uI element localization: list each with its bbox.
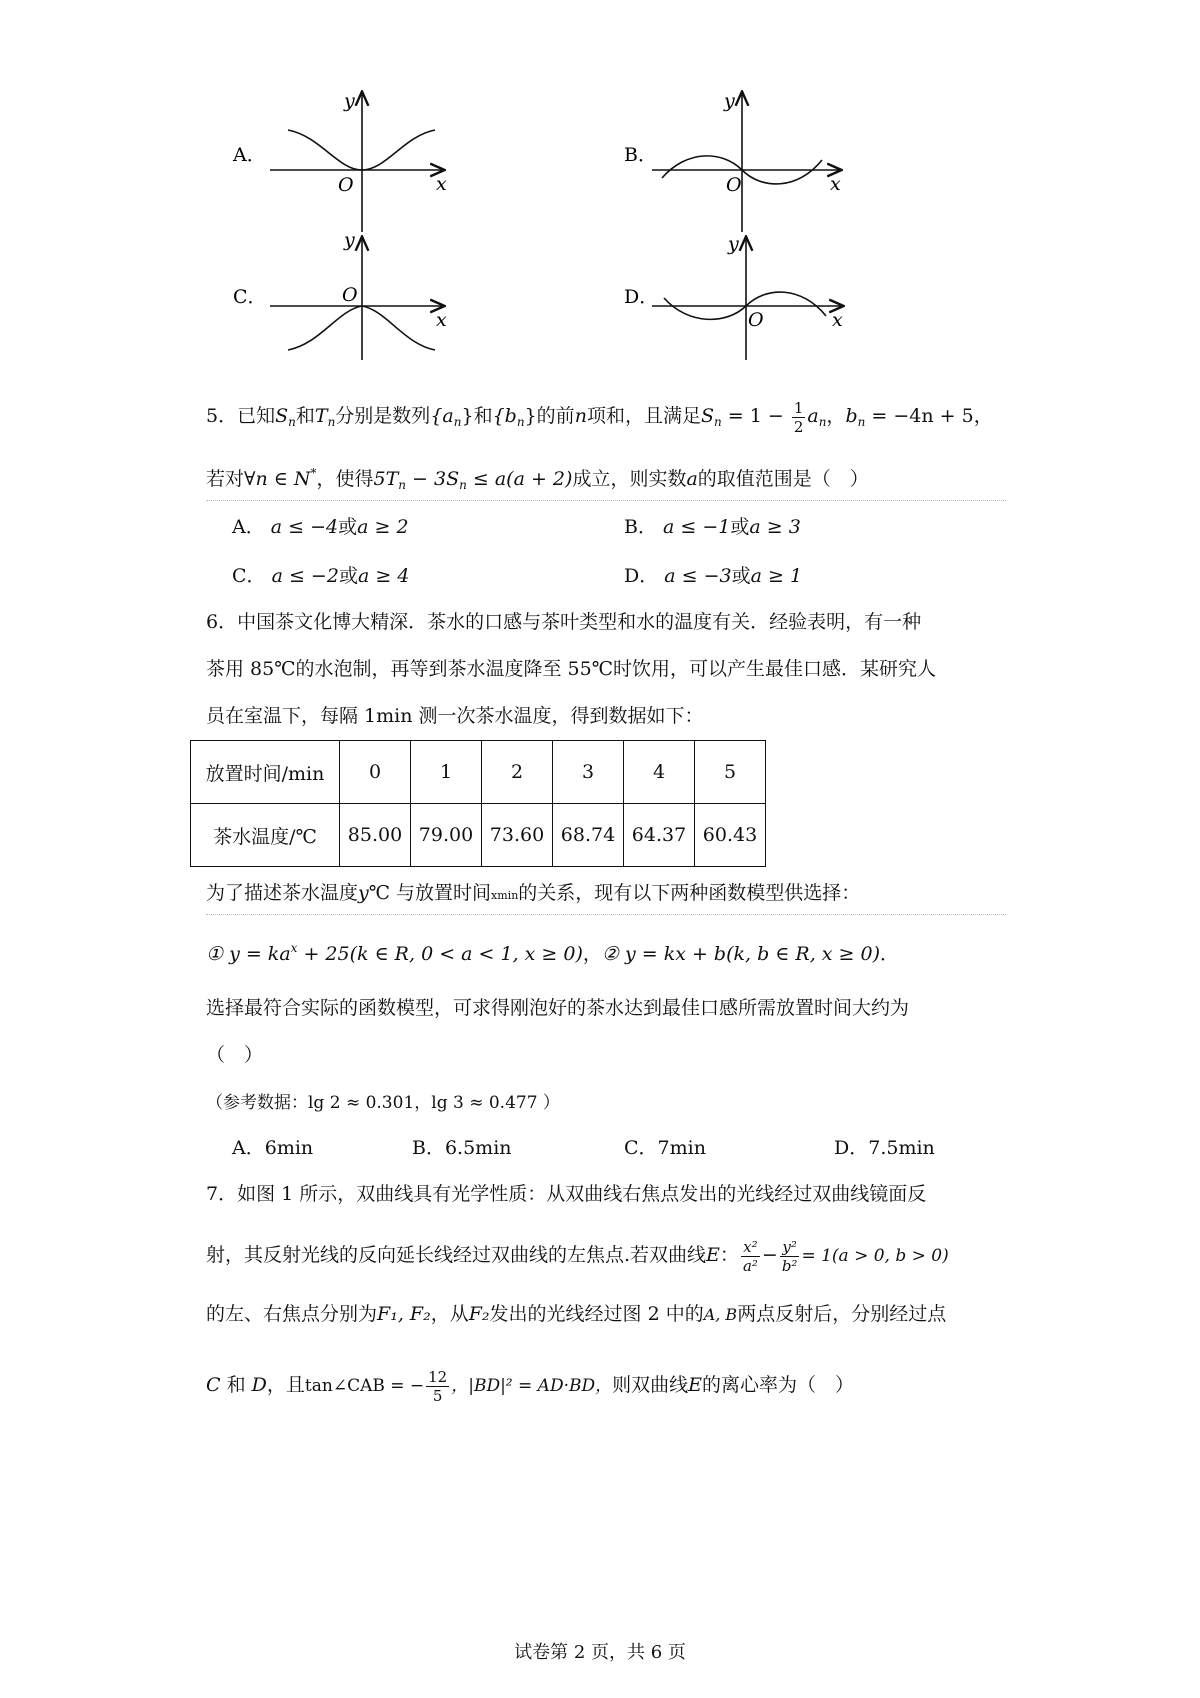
origin-label: O: [342, 284, 358, 306]
option-text: a ≤ −2: [271, 565, 339, 587]
table-cell: 60.43: [695, 804, 766, 867]
text: 的取值范围是（ ）: [697, 468, 869, 490]
ineq-mid: − 3S: [406, 468, 460, 490]
frac-den: 5: [432, 1386, 443, 1405]
d-var: D: [251, 1374, 267, 1396]
q6-line2: 茶用 85℃的水泡制，再等到茶水温度降至 55℃时饮用，可以产生最佳口感．某研究人: [206, 658, 936, 680]
eq1-lhs: S: [700, 405, 714, 427]
q7-line4: [206, 1362, 854, 1409]
q6-line1: 6．中国茶文化博大精深．茶水的口感与茶叶类型和水的温度有关．经验表明，有一种: [206, 611, 922, 633]
row-header: 茶水温度/℃: [191, 804, 340, 867]
frac-den: b²: [781, 1256, 798, 1275]
graph-d: [624, 233, 843, 360]
option-text: 7.5min: [868, 1137, 935, 1159]
q5-option-c[interactable]: [232, 563, 409, 589]
option-label: D．: [624, 565, 659, 587]
text: 成立，则实数: [572, 468, 687, 490]
option-label: B．: [412, 1137, 445, 1159]
set-close2: }: [524, 405, 537, 427]
y-axis-label: y: [724, 90, 735, 112]
option-label: A．: [232, 1137, 265, 1159]
text: 为了描述茶水温度: [206, 882, 359, 904]
text: 的离心率为（ ）: [702, 1374, 855, 1396]
q7-line2: [206, 1232, 949, 1279]
frac-den: 2: [793, 417, 804, 436]
y-axis-label: y: [344, 90, 355, 112]
option-text: a ≤ −3: [664, 565, 732, 587]
model-2: ② y = kx + b(k, b ∈ R, x ≥ 0): [601, 943, 880, 965]
text: 的前: [536, 405, 575, 427]
option-text2: a ≥ 2: [357, 516, 409, 538]
divider: [206, 500, 1006, 501]
eq-rest: = 1(a > 0, b > 0): [801, 1246, 949, 1266]
q5-line2: [206, 460, 869, 498]
table-cell: 79.00: [411, 804, 482, 867]
q6-choose-line: 选择最符合实际的函数模型，可求得刚泡好的茶水达到最佳口感所需放置时间大约为: [206, 997, 910, 1019]
fraction-tan: [426, 1368, 449, 1405]
ineq: 5T: [373, 468, 399, 490]
table-row: [191, 804, 766, 867]
fraction-x: [741, 1238, 760, 1275]
model-1-rest: + 25(k ∈ R, 0 < a < 1, x ≥ 0): [297, 943, 583, 965]
option-text: 6.5min: [444, 1137, 512, 1159]
graph-c: [233, 229, 447, 360]
text: 两点反射后，分别经过点: [737, 1303, 947, 1325]
condition: ，|BD|² = AD·BD，: [451, 1376, 613, 1396]
graph-options: [0, 0, 1200, 380]
option-label: B．: [624, 516, 657, 538]
bn-sub: n: [516, 415, 525, 429]
ineq-end: ≤ a(a + 2): [466, 468, 573, 490]
frac-num: y²: [780, 1238, 800, 1257]
x-axis-label: x: [436, 173, 447, 195]
or: 或: [731, 565, 751, 587]
x-axis-label: x: [436, 309, 447, 331]
text: ，从: [430, 1303, 469, 1325]
text: 若对: [206, 468, 245, 490]
table-cell: 3: [553, 741, 624, 804]
f2: F₂: [468, 1303, 490, 1325]
n-var: n: [574, 405, 587, 427]
period: ．: [880, 943, 900, 965]
bn-set: {b: [492, 405, 517, 427]
text: ℃ 与放置时间: [368, 882, 492, 904]
graph-c-label: C．: [233, 286, 267, 308]
minus: −: [761, 1244, 778, 1266]
x-axis-label: x: [832, 309, 843, 331]
a-var: a: [686, 468, 698, 490]
y-axis-label: y: [344, 229, 355, 251]
graph-a: [232, 90, 447, 232]
fraction-y: [780, 1238, 800, 1275]
he: 和: [295, 405, 315, 427]
option-text: a ≤ −4: [270, 516, 339, 538]
option-label: C．: [624, 1137, 658, 1159]
option-text2: a ≥ 1: [750, 565, 803, 587]
table-cell: 64.37: [624, 804, 695, 867]
divider: [206, 914, 1006, 915]
option-text2: a ≥ 3: [749, 516, 801, 538]
he: 和: [226, 1374, 246, 1396]
q5-option-d[interactable]: [624, 563, 802, 589]
ineq-sub2: n: [459, 478, 467, 492]
fraction-half: [792, 399, 806, 436]
frac-num: 12: [428, 1367, 448, 1386]
y-var: y: [358, 882, 369, 904]
graph-a-label: A．: [233, 144, 266, 166]
e-var: E: [688, 1374, 703, 1396]
an-set: {a: [430, 405, 454, 427]
text: ，使得: [316, 468, 374, 490]
table-cell: 85.00: [340, 804, 411, 867]
q5-line1: [206, 396, 993, 442]
an-sub: n: [453, 415, 462, 429]
colon: ：: [719, 1244, 739, 1266]
q5-option-b[interactable]: [624, 514, 801, 540]
option-text: a ≤ −1: [663, 516, 731, 538]
e-var: E: [706, 1244, 720, 1266]
table-row: [191, 741, 766, 804]
option-text: 7min: [657, 1137, 706, 1159]
graph-b: [624, 90, 841, 232]
tn: T: [314, 405, 328, 427]
q6-reference: （参考数据：lg 2 ≈ 0.301，lg 3 ≈ 0.477 ）: [206, 1093, 560, 1113]
sn-sub: n: [288, 415, 296, 429]
text: 则双曲线: [612, 1374, 689, 1396]
q6-description: [206, 880, 860, 909]
table-cell: 0: [340, 741, 411, 804]
foci: F₁, F₂: [377, 1303, 431, 1325]
sn: S: [275, 405, 289, 427]
or: 或: [338, 565, 358, 587]
option-text: 6min: [264, 1137, 314, 1159]
graph-b-label: B．: [624, 144, 657, 166]
comma: ，: [826, 405, 846, 427]
q7-line3: [206, 1301, 946, 1328]
frac-den: a²: [742, 1256, 758, 1275]
or: 或: [338, 516, 358, 538]
option-label: D．: [834, 1137, 869, 1159]
data-table: [190, 740, 766, 867]
x-var: xmin: [491, 889, 519, 902]
star: *: [310, 466, 317, 480]
graph-d-label: D．: [624, 286, 659, 308]
frac-num: 1: [793, 398, 804, 417]
eq2-rhs: = −4n + 5: [865, 405, 974, 427]
he2: 和: [473, 405, 493, 427]
tan-expr: tan∠CAB = −: [304, 1376, 425, 1396]
text: 的左、右焦点分别为: [206, 1303, 378, 1325]
ineq-sub1: n: [398, 478, 407, 492]
frac-num: x²: [741, 1238, 760, 1257]
text: 分别是数列: [335, 405, 431, 427]
text: 项和，且满足: [586, 405, 701, 427]
table-cell: 2: [482, 741, 553, 804]
table-cell: 73.60: [482, 804, 553, 867]
q6-option-a[interactable]: [232, 1135, 313, 1161]
q6-line3: 员在室温下，每隔 1min 测一次茶水温度，得到数据如下：: [206, 705, 704, 727]
q7-line1: 7．如图 1 所示，双曲线具有光学性质：从双曲线右焦点发出的光线经过双曲线镜面反: [206, 1183, 927, 1205]
page-footer: 试卷第 2 页，共 6 页: [514, 1642, 686, 1663]
set-close: }: [461, 405, 474, 427]
text: 的关系，现有以下两种函数模型供选择：: [518, 882, 861, 904]
text: 发出的光线经过图 2 中的: [489, 1303, 704, 1325]
row-header: 放置时间/min: [191, 741, 340, 804]
table-cell: 1: [411, 741, 482, 804]
text: 射，其反射光线的反向延长线经过双曲线的左焦点.若双曲线: [206, 1244, 707, 1266]
eq1-sub: n: [713, 415, 722, 429]
eq1-a: a: [807, 405, 819, 427]
tn-sub: n: [327, 415, 336, 429]
y-axis-label: y: [728, 233, 739, 255]
option-text2: a ≥ 4: [357, 565, 410, 587]
q6-models: [206, 935, 899, 967]
table-cell: 4: [624, 741, 695, 804]
model-1: ① y = ka: [206, 943, 291, 965]
q6-option-b[interactable]: [412, 1135, 512, 1161]
origin-label: O: [748, 309, 764, 331]
q6-paren: （ ）: [206, 1044, 264, 1066]
text: ，且: [266, 1374, 305, 1396]
comma: ，: [973, 405, 993, 427]
origin-label: O: [338, 174, 354, 196]
c-var: C: [206, 1374, 221, 1396]
eq1-a-sub: n: [818, 415, 827, 429]
q5-number: 5．已知: [206, 405, 276, 427]
x-axis-label: x: [830, 173, 841, 195]
model-1-sup: x: [290, 941, 298, 955]
origin-label: O: [726, 174, 742, 196]
eq2: b: [845, 405, 858, 427]
eq1-mid: = 1 −: [721, 405, 790, 427]
forall: ∀n ∈ N: [244, 468, 311, 490]
points-ab: A, B: [703, 1305, 738, 1324]
q6-option-c[interactable]: [624, 1135, 706, 1161]
table-cell: 68.74: [553, 804, 624, 867]
q6-option-d[interactable]: [834, 1135, 935, 1161]
option-label: C．: [232, 565, 266, 587]
table-cell: 5: [695, 741, 766, 804]
separator: ，: [582, 943, 602, 965]
eq2-sub: n: [857, 415, 866, 429]
q5-option-a[interactable]: [232, 514, 409, 540]
option-label: A．: [232, 516, 265, 538]
or: 或: [730, 516, 750, 538]
